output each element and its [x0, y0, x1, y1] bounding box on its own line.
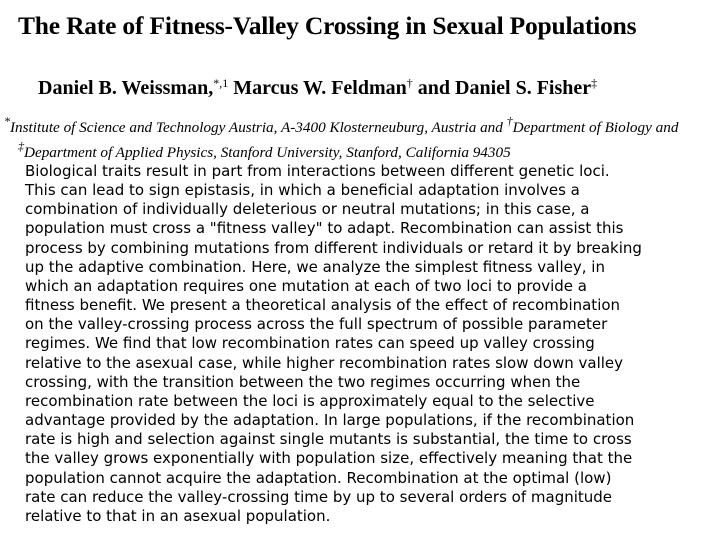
abstract-line: population must cross a "fitness valley" to adapt. Recombination can assist this	[25, 219, 624, 238]
author-mark: *,1	[213, 76, 229, 90]
paper-title: The Rate of Fitness-Valley Crossing in Sexual Populations	[18, 11, 637, 40]
abstract-line: rate is high and selection against single mutants is substantial, the time to cross	[25, 430, 632, 449]
affiliation-mark: †	[506, 114, 513, 128]
author-weissman: Daniel B. Weissman,	[38, 77, 214, 99]
abstract-line: relative to that in an asexual population.	[25, 506, 331, 525]
affiliation-text: Department of Applied Physics, Stanford University, Stanford, California 94305	[24, 144, 511, 161]
abstract-line: which an adaptation requires one mutation at each of two loci to provide a	[25, 276, 587, 295]
author-mark: ‡	[591, 76, 598, 90]
affiliation-line	[4, 137, 716, 162]
affiliation-text: Institute of Science and Technology Austria, A-3400 Klosterneuburg, Austria and	[10, 119, 503, 136]
affiliation-text: Department of Biology and	[512, 119, 679, 136]
abstract-line: relative to the asexual case, while higher recombination rates slow down valley	[25, 353, 624, 372]
abstract-line: recombination rate between the loci is approximately equal to the selective	[25, 391, 595, 410]
author-fisher: and Daniel S. Fisher	[417, 77, 592, 99]
abstract-line: regimes. We find that low recombination rates can speed up valley crossing	[25, 334, 595, 353]
abstract-line: process by combining mutations from different individuals or retard it by breaking	[25, 238, 642, 257]
author-feldman: Marcus W. Feldman	[233, 77, 407, 99]
affiliation-line	[4, 112, 716, 137]
abstract-line: on the valley-crossing process across the full spectrum of possible parameter	[25, 315, 608, 334]
affiliation-mark: *	[4, 114, 10, 128]
abstract-line: the valley grows exponentially with population size, effectively meaning that the	[25, 449, 633, 468]
abstract-line: This can lead to sign epistasis, in which a beneficial adaptation involves a	[25, 181, 580, 200]
abstract-line: up the adaptive combination. Here, we analyze the simplest fitness valley, in	[25, 257, 605, 276]
affiliations	[4, 112, 716, 162]
abstract-line: crossing, with the transition between the two regimes occurring when the	[25, 372, 581, 391]
affiliation-mark: ‡	[18, 139, 24, 153]
abstract-line: population cannot acquire the adaptation. Recombination at the optimal (low)	[25, 468, 612, 487]
abstract-line: fitness benefit. We present a theoretical analysis of the effect of recombination	[25, 296, 621, 315]
abstract	[25, 162, 705, 526]
author-mark: †	[406, 76, 413, 90]
abstract-line: combination of individually deleterious or neutral mutations; in this case, a	[25, 200, 590, 219]
abstract-line: Biological traits result in part from interactions between different genetic loci.	[25, 162, 610, 180]
abstract-line: rate can reduce the valley-crossing time by up to several orders of magnitude	[25, 487, 613, 506]
author-list	[38, 70, 708, 101]
abstract-line: advantage provided by the adaptation. In large populations, if the recombination	[25, 411, 635, 430]
